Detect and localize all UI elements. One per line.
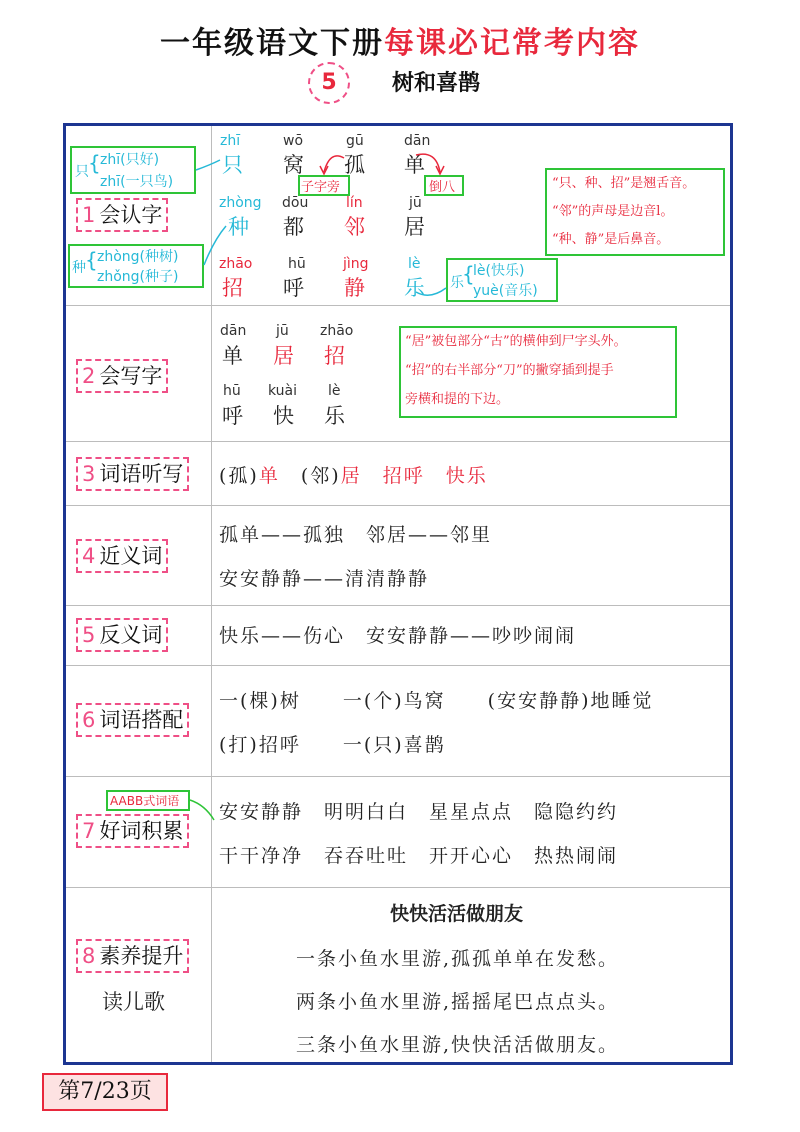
dictation-line: (孤)单 (邻)居 招呼 快乐 xyxy=(219,465,488,487)
radical-tag: 倒八 xyxy=(429,180,456,195)
hanzi: 都 xyxy=(283,215,304,239)
pinyin: dōu xyxy=(282,195,309,211)
polyphone-reading: zhòng(种树) xyxy=(97,249,179,265)
note-line: “居”被包部分“古”的横伸到尸字头外。 xyxy=(405,334,627,349)
pinyin: dān xyxy=(220,323,247,339)
pinyin: hū xyxy=(223,383,241,399)
rhyme-line: 三条小鱼水里游,快快活活做朋友。 xyxy=(296,1034,620,1056)
note-line: “种、静”是后鼻音。 xyxy=(552,232,670,247)
collocation-line: (打)招呼 一(只)喜鹊 xyxy=(219,734,446,756)
section-label-collocations: 6 词语搭配 xyxy=(76,703,189,737)
pinyin: zhòng xyxy=(219,195,262,211)
brace: { xyxy=(462,262,475,286)
pinyin: lè xyxy=(408,256,421,272)
section-label-synonyms: 4 近义词 xyxy=(76,539,168,573)
hanzi: 居 xyxy=(273,344,294,368)
pinyin: dān xyxy=(404,133,431,149)
page-number-badge: 第7/23页 xyxy=(42,1073,168,1111)
hanzi: 呼 xyxy=(222,404,243,428)
pinyin: jū xyxy=(276,323,289,339)
hanzi: 招 xyxy=(222,276,243,300)
section-label-dictation: 3 词语听写 xyxy=(76,457,189,491)
antonym-line: 快乐——伤心 安安静静——吵吵闹闹 xyxy=(219,625,577,647)
polyphone-reading: yuè(音乐) xyxy=(473,283,538,299)
title-black-part: 一年级语文下册 xyxy=(160,26,384,61)
good-words-line: 安安静静 明明白白 星星点点 隐隐约约 xyxy=(219,801,619,823)
good-words-line: 干干净净 吞吞吐吐 开开心心 热热闹闹 xyxy=(219,845,619,867)
pinyin: wō xyxy=(283,133,304,149)
pinyin: jū xyxy=(409,195,422,211)
pinyin: zhī xyxy=(220,133,241,149)
polyphone-char: 乐 xyxy=(450,275,464,291)
rhyme-title: 快快活活做朋友 xyxy=(390,903,524,925)
section-label-write: 2 会写字 xyxy=(76,359,168,393)
hanzi: 窝 xyxy=(283,153,304,177)
collocation-line: 一(棵)树 一(个)鸟窝 (安安静静)地睡觉 xyxy=(219,690,654,712)
pinyin: zhāo xyxy=(219,256,253,272)
rhyme-line: 两条小鱼水里游,摇摇尾巴点点头。 xyxy=(296,991,620,1013)
hanzi: 单 xyxy=(222,344,243,368)
lesson-title: 树和喜鹊 xyxy=(392,71,481,96)
polyphone-char: 种 xyxy=(72,260,86,276)
polyphone-reading: zhǒng(种子) xyxy=(97,269,179,285)
hanzi: 乐 xyxy=(404,276,425,300)
rhyme-line: 一条小鱼水里游,孤孤单单在发愁。 xyxy=(296,948,620,970)
section-label-antonyms: 5 反义词 xyxy=(76,618,168,652)
hanzi: 呼 xyxy=(283,276,304,300)
note-line: “邻”的声母是边音l。 xyxy=(552,204,674,219)
brace: { xyxy=(85,248,98,272)
title-red-part: 每课必记常考内容 xyxy=(384,26,640,61)
polyphone-reading: zhī(只好) xyxy=(100,152,160,168)
section-label-recognize: 1 会认字 xyxy=(76,198,168,232)
polyphone-reading: lè(快乐) xyxy=(473,263,525,279)
polyphone-reading: zhī(一只鸟) xyxy=(100,174,174,190)
pinyin: zhāo xyxy=(320,323,354,339)
section-sublabel-rhyme: 读儿歌 xyxy=(102,990,165,1014)
brace: { xyxy=(88,151,101,175)
hanzi: 只 xyxy=(222,153,243,177)
polyphone-char: 只 xyxy=(75,164,89,180)
hanzi: 单 xyxy=(404,153,425,177)
hanzi: 招 xyxy=(324,344,345,368)
good-words-tag: AABB式词语 xyxy=(110,794,180,808)
pinyin: lín xyxy=(346,195,363,211)
note-line: “招”的右半部分“刀”的撇穿插到提手 xyxy=(405,363,614,378)
hanzi: 乐 xyxy=(324,404,345,428)
hanzi: 邻 xyxy=(344,215,365,239)
lesson-number: 5 xyxy=(308,62,350,104)
hanzi: 快 xyxy=(273,404,294,428)
note-line: 旁横和提的下边。 xyxy=(405,392,510,407)
section-label-good-words: 7 好词积累 xyxy=(76,814,189,848)
synonym-line: 孤单——孤独 邻居——邻里 xyxy=(219,524,493,546)
pinyin: kuài xyxy=(268,383,298,399)
hanzi: 静 xyxy=(344,276,365,300)
radical-tag: 子字旁 xyxy=(301,180,341,195)
pinyin: lè xyxy=(328,383,341,399)
hanzi: 居 xyxy=(404,215,425,239)
synonym-line: 安安静静——清清静静 xyxy=(219,568,430,590)
pinyin: jìng xyxy=(343,256,369,272)
section-label-literacy: 8 素养提升 xyxy=(76,939,189,973)
note-line: “只、种、招”是翘舌音。 xyxy=(552,176,696,191)
hanzi: 种 xyxy=(228,215,249,239)
pinyin: gū xyxy=(346,133,364,149)
hanzi: 孤 xyxy=(344,153,365,177)
pinyin: hū xyxy=(288,256,306,272)
